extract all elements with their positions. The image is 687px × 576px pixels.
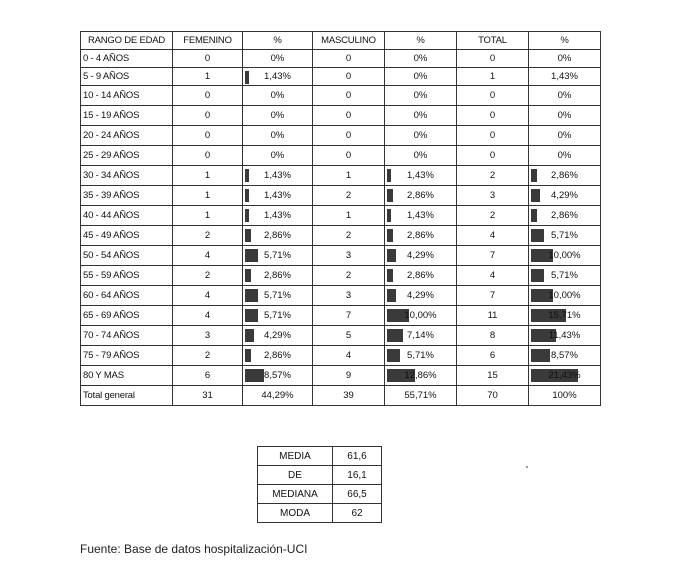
male-pct-cell: [385, 186, 457, 206]
table-row: [81, 186, 601, 206]
table-row: [81, 206, 601, 226]
data-bar: [387, 209, 391, 222]
female-pct-cell: [243, 246, 313, 266]
male-pct-cell: [385, 126, 457, 146]
pct-value: 1,43%: [264, 170, 291, 181]
age-range-cell: 15 - 19 AÑOS: [81, 106, 173, 126]
header-age-range: RANGO DE EDAD: [81, 32, 173, 50]
total-count-cell: 3: [457, 186, 529, 206]
stat-label: MODA: [258, 504, 333, 523]
total-pct-cell: [529, 366, 601, 386]
pct-value: 2,86%: [264, 270, 291, 281]
male-count-cell: 7: [313, 306, 385, 326]
female-pct-cell: [243, 286, 313, 306]
pct-value: 10,00%: [548, 290, 581, 301]
pct-value: 0%: [557, 110, 572, 121]
pct-value: 2,86%: [407, 270, 434, 281]
total-count-cell: 7: [457, 286, 529, 306]
male-count-cell: 3: [313, 286, 385, 306]
male-count-cell: 1: [313, 166, 385, 186]
pct-value: 0%: [557, 150, 572, 161]
male-count-cell: 0: [313, 50, 385, 68]
age-range-cell: 25 - 29 AÑOS: [81, 146, 173, 166]
pct-value: 0%: [557, 90, 572, 101]
total-count-cell: 0: [457, 50, 529, 68]
data-bar: [387, 189, 393, 202]
pct-value: 1,43%: [407, 210, 434, 221]
total-pct-cell: [529, 206, 601, 226]
male-count-cell: 4: [313, 346, 385, 366]
data-bar: [245, 289, 258, 302]
table-row: [81, 266, 601, 286]
summary-stats-table: [257, 446, 382, 523]
stat-value: 61,6: [333, 447, 382, 466]
female-pct-cell: [243, 86, 313, 106]
age-range-cell: 50 - 54 AÑOS: [81, 246, 173, 266]
male-pct-cell: [385, 366, 457, 386]
header-female-pct: %: [243, 32, 313, 50]
table-row: [81, 326, 601, 346]
pct-value: 5,71%: [264, 250, 291, 261]
table-row: [81, 126, 601, 146]
header-male: MASCULINO: [313, 32, 385, 50]
table-row: [81, 346, 601, 366]
male-count-cell: 0: [313, 126, 385, 146]
total-row: [81, 386, 601, 406]
pct-value: 1,43%: [264, 210, 291, 221]
age-range-cell: 70 - 74 AÑOS: [81, 326, 173, 346]
data-bar: [245, 209, 249, 222]
pct-value: 4,29%: [264, 330, 291, 341]
male-count-cell: 5: [313, 326, 385, 346]
age-range-cell: 80 Y MAS: [81, 366, 173, 386]
male-pct-cell: [385, 246, 457, 266]
pct-value: 0%: [413, 150, 428, 161]
pct-value: 21,43%: [548, 370, 581, 381]
female-count-cell: 4: [173, 306, 243, 326]
stat-row: [258, 447, 382, 466]
pct-value: 1,43%: [264, 71, 291, 82]
stat-value: 16,1: [333, 466, 382, 485]
data-bar: [387, 229, 393, 242]
pct-value: 0%: [270, 53, 285, 64]
male-pct-cell: [385, 206, 457, 226]
female-count-cell: 1: [173, 186, 243, 206]
table-header-row: [81, 32, 601, 50]
total-count-cell: 0: [457, 106, 529, 126]
stat-label: MEDIANA: [258, 485, 333, 504]
male-pct-cell: [385, 286, 457, 306]
age-range-cell: 30 - 34 AÑOS: [81, 166, 173, 186]
female-pct-cell: [243, 346, 313, 366]
data-bar: [531, 229, 544, 242]
male-count-cell: 0: [313, 146, 385, 166]
table-row: [81, 146, 601, 166]
total-count-cell: 4: [457, 226, 529, 246]
data-bar: [531, 349, 550, 362]
male-pct-cell: [385, 146, 457, 166]
total-pct-cell: [529, 166, 601, 186]
pct-value: 0%: [413, 130, 428, 141]
total-count-cell: 0: [457, 86, 529, 106]
data-bar: [245, 329, 254, 342]
data-bar: [245, 169, 249, 182]
pct-value: 2,86%: [264, 230, 291, 241]
female-count-cell: 6: [173, 366, 243, 386]
pct-value: 4,29%: [407, 250, 434, 261]
female-count-cell: 2: [173, 346, 243, 366]
stat-row: [258, 466, 382, 485]
total-count-cell: 4: [457, 266, 529, 286]
stat-row: [258, 485, 382, 504]
pct-value: 2,86%: [264, 350, 291, 361]
data-bar: [245, 349, 251, 362]
pct-value: 0%: [413, 53, 428, 64]
female-count-cell: 1: [173, 68, 243, 86]
female-count-cell: 1: [173, 206, 243, 226]
female-pct-cell: [243, 266, 313, 286]
female-pct-cell: [243, 68, 313, 86]
male-pct-cell: [385, 50, 457, 68]
stat-value: 66,5: [333, 485, 382, 504]
total-count-cell: 0: [457, 146, 529, 166]
pct-value: 2,86%: [551, 170, 578, 181]
female-pct-cell: [243, 226, 313, 246]
total-pct-cell: [529, 326, 601, 346]
female-count-cell: 0: [173, 126, 243, 146]
total-count-cell: 0: [457, 126, 529, 146]
data-bar: [245, 309, 258, 322]
pct-value: 4,29%: [551, 190, 578, 201]
female-pct-cell: [243, 326, 313, 346]
data-bar: [531, 189, 540, 202]
pct-value: 5,71%: [551, 230, 578, 241]
total-pct-cell: [529, 286, 601, 306]
data-bar: [387, 169, 391, 182]
female-count-cell: 0: [173, 106, 243, 126]
total-female: 31: [173, 386, 243, 406]
pct-value: 8,57%: [551, 350, 578, 361]
total-pct-cell: [529, 226, 601, 246]
female-pct-cell: [243, 126, 313, 146]
total-pct-cell: [529, 346, 601, 366]
header-male-pct: %: [385, 32, 457, 50]
pct-value: 1,43%: [264, 190, 291, 201]
pct-value: 0%: [413, 110, 428, 121]
female-count-cell: 3: [173, 326, 243, 346]
pct-value: 5,71%: [551, 270, 578, 281]
pct-value: 7,14%: [407, 330, 434, 341]
total-pct-cell: [529, 68, 601, 86]
male-count-cell: 2: [313, 226, 385, 246]
total-count-cell: 2: [457, 206, 529, 226]
female-count-cell: 0: [173, 50, 243, 68]
male-pct-cell: [385, 86, 457, 106]
female-count-cell: 1: [173, 166, 243, 186]
age-range-cell: 5 - 9 AÑOS: [81, 68, 173, 86]
table-row: [81, 86, 601, 106]
total-count-cell: 15: [457, 366, 529, 386]
age-range-cell: 40 - 44 AÑOS: [81, 206, 173, 226]
total-pct-cell: [529, 266, 601, 286]
pct-value: 11,43%: [548, 330, 581, 341]
table-row: [81, 166, 601, 186]
pct-value: 0%: [557, 53, 572, 64]
data-bar: [387, 349, 400, 362]
table-row: [81, 50, 601, 68]
data-bar: [245, 189, 249, 202]
total-pct-cell: [529, 106, 601, 126]
pct-value: 2,86%: [407, 230, 434, 241]
stat-label: DE: [258, 466, 333, 485]
age-range-cell: 60 - 64 AÑOS: [81, 286, 173, 306]
female-count-cell: 2: [173, 266, 243, 286]
table-row: [81, 106, 601, 126]
total-pct-cell: [529, 126, 601, 146]
pct-value: 5,71%: [264, 310, 291, 321]
age-range-cell: 75 - 79 AÑOS: [81, 346, 173, 366]
total-male: 39: [313, 386, 385, 406]
female-pct-cell: [243, 166, 313, 186]
data-bar: [245, 249, 258, 262]
female-pct-cell: [243, 306, 313, 326]
male-count-cell: 9: [313, 366, 385, 386]
male-pct-cell: [385, 166, 457, 186]
total-pct-cell: [529, 186, 601, 206]
table-row: [81, 246, 601, 266]
total-male-pct: 55,71%: [385, 386, 457, 406]
male-pct-cell: [385, 326, 457, 346]
female-count-cell: 2: [173, 226, 243, 246]
data-bar: [245, 229, 251, 242]
data-bar: [531, 269, 544, 282]
pct-value: 0%: [557, 130, 572, 141]
age-range-cell: 0 - 4 AÑOS: [81, 50, 173, 68]
age-distribution-table: [80, 31, 601, 406]
pct-value: 12,86%: [404, 370, 437, 381]
header-total-pct: %: [529, 32, 601, 50]
male-count-cell: 0: [313, 106, 385, 126]
male-count-cell: 0: [313, 68, 385, 86]
header-total: TOTAL: [457, 32, 529, 50]
age-range-cell: 20 - 24 AÑOS: [81, 126, 173, 146]
pct-value: 2,86%: [551, 210, 578, 221]
table-body: [81, 50, 601, 386]
male-count-cell: 1: [313, 206, 385, 226]
data-bar: [531, 169, 537, 182]
pct-value: 0%: [270, 150, 285, 161]
table-row: [81, 68, 601, 86]
male-pct-cell: [385, 306, 457, 326]
pct-value: 5,71%: [407, 350, 434, 361]
male-pct-cell: [385, 68, 457, 86]
data-bar: [245, 71, 249, 84]
data-bar: [245, 269, 251, 282]
stat-value: 62: [333, 504, 382, 523]
pct-value: 0%: [413, 71, 428, 82]
stray-dot: [526, 466, 528, 468]
total-count-cell: 7: [457, 246, 529, 266]
male-count-cell: 2: [313, 186, 385, 206]
female-pct-cell: [243, 206, 313, 226]
data-bar: [387, 269, 393, 282]
total-female-pct: 44,29%: [243, 386, 313, 406]
pct-value: 1,43%: [407, 170, 434, 181]
total-pct-cell: [529, 246, 601, 266]
pct-value: 10,00%: [548, 250, 581, 261]
male-count-cell: 3: [313, 246, 385, 266]
pct-value: 5,71%: [264, 290, 291, 301]
table-row: [81, 286, 601, 306]
female-pct-cell: [243, 146, 313, 166]
header-female: FEMENINO: [173, 32, 243, 50]
total-pct-cell: [529, 306, 601, 326]
pct-value: 15,71%: [548, 310, 581, 321]
pct-value: 0%: [270, 90, 285, 101]
data-bar: [387, 289, 396, 302]
total-pct-cell: [529, 86, 601, 106]
female-count-cell: 4: [173, 286, 243, 306]
age-range-cell: 10 - 14 AÑOS: [81, 86, 173, 106]
total-count-cell: 6: [457, 346, 529, 366]
data-bar: [245, 369, 264, 382]
total-pct-cell: [529, 146, 601, 166]
male-pct-cell: [385, 346, 457, 366]
female-pct-cell: [243, 366, 313, 386]
total-pct-cell: [529, 50, 601, 68]
pct-value: 10,00%: [404, 310, 437, 321]
stat-label: MEDIA: [258, 447, 333, 466]
age-range-cell: 55 - 59 AÑOS: [81, 266, 173, 286]
total-count-cell: 8: [457, 326, 529, 346]
total-all-pct: 100%: [529, 386, 601, 406]
female-pct-cell: [243, 106, 313, 126]
total-count-cell: 1: [457, 68, 529, 86]
male-pct-cell: [385, 106, 457, 126]
female-pct-cell: [243, 50, 313, 68]
stat-row: [258, 504, 382, 523]
total-count-cell: 11: [457, 306, 529, 326]
pct-value: 4,29%: [407, 290, 434, 301]
total-all: 70: [457, 386, 529, 406]
pct-value: 8,57%: [264, 370, 291, 381]
pct-value: 0%: [270, 130, 285, 141]
male-count-cell: 0: [313, 86, 385, 106]
female-pct-cell: [243, 186, 313, 206]
male-count-cell: 2: [313, 266, 385, 286]
total-label: Total general: [81, 386, 173, 406]
age-range-cell: 35 - 39 AÑOS: [81, 186, 173, 206]
pct-value: 2,86%: [407, 190, 434, 201]
male-pct-cell: [385, 266, 457, 286]
data-bar: [387, 249, 396, 262]
pct-value: 0%: [270, 110, 285, 121]
age-range-cell: 45 - 49 AÑOS: [81, 226, 173, 246]
data-bar: [387, 329, 403, 342]
table-row: [81, 306, 601, 326]
female-count-cell: 0: [173, 146, 243, 166]
pct-value: 0%: [413, 90, 428, 101]
pct-value: 1,43%: [551, 71, 578, 82]
data-bar: [531, 209, 537, 222]
female-count-cell: 4: [173, 246, 243, 266]
source-note: Fuente: Base de datos hospitalización-UCI: [80, 542, 308, 556]
age-range-cell: 65 - 69 AÑOS: [81, 306, 173, 326]
table-row: [81, 226, 601, 246]
total-count-cell: 2: [457, 166, 529, 186]
male-pct-cell: [385, 226, 457, 246]
female-count-cell: 0: [173, 86, 243, 106]
table-row: [81, 366, 601, 386]
